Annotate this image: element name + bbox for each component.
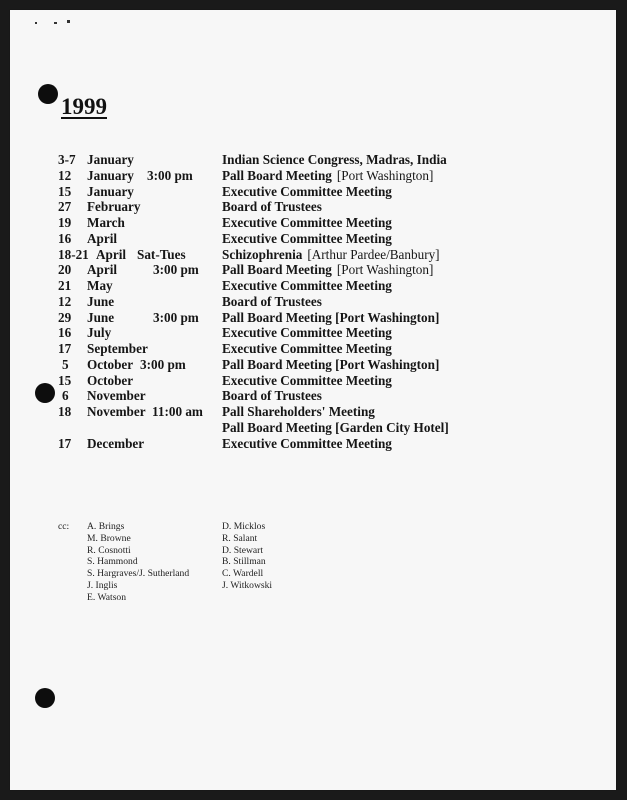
- schedule-event-title: Pall Board Meeting [Garden City Hotel]: [222, 419, 449, 435]
- schedule-month: July: [87, 325, 112, 341]
- cc-recipient: D. Stewart: [222, 544, 264, 556]
- punch-hole-bottom: [35, 688, 55, 708]
- schedule-location: [Port Washington]: [336, 262, 434, 278]
- schedule-time: 11:00 am: [152, 404, 203, 419]
- page-title: 1999: [61, 94, 107, 119]
- cc-recipient: B. Stillman: [222, 556, 266, 568]
- schedule-event-title: Executive Committee Meeting: [222, 341, 392, 356]
- schedule-event-title: Pall Board Meeting: [222, 262, 332, 278]
- schedule-day: 17: [58, 435, 72, 451]
- schedule-time: 3:00 pm: [153, 309, 199, 325]
- schedule-row: [10, 388, 610, 404]
- schedule-day: 20: [58, 262, 72, 278]
- schedule-row: [10, 341, 610, 357]
- schedule-row: [10, 168, 610, 184]
- schedule-row: [10, 247, 610, 263]
- schedule-day: 15: [58, 372, 72, 388]
- schedule-event-title: Pall Board Meeting [Port Washington]: [222, 309, 440, 325]
- schedule-event-title: Schizophrenia: [222, 246, 303, 262]
- schedule-month: December: [87, 435, 145, 451]
- schedule-row: [10, 184, 610, 200]
- schedule-event-title: Executive Committee Meeting: [222, 325, 392, 341]
- schedule-row: [10, 436, 610, 452]
- cc-recipient: A. Brings: [87, 521, 125, 532]
- schedule-event-title: Pall Board Meeting [Port Washington]: [222, 356, 440, 372]
- schedule-event: [222, 278, 392, 294]
- punch-hole-top: [38, 84, 58, 104]
- schedule-row: [10, 231, 610, 247]
- cc-recipient: S. Hargraves/J. Sutherland: [87, 568, 190, 580]
- cc-recipient: R. Salant: [222, 532, 258, 544]
- schedule-day: 3-7: [58, 152, 76, 167]
- schedule-event: [222, 357, 439, 373]
- schedule-month: April: [87, 262, 118, 278]
- schedule-event-title: Pall Board Meeting: [222, 167, 332, 183]
- schedule-event: [222, 310, 439, 326]
- cc-recipient: J. Witkowski: [222, 579, 273, 591]
- cc-column-1: [87, 521, 189, 604]
- schedule-row: [10, 420, 610, 436]
- schedule-time: 3:00 pm: [153, 262, 199, 278]
- schedule-event: [222, 231, 392, 247]
- schedule-month: October: [87, 372, 134, 388]
- schedule-event: [222, 215, 392, 231]
- schedule-event: [222, 436, 392, 452]
- schedule-row: [10, 310, 610, 326]
- schedule-row: [10, 373, 610, 389]
- schedule-month: February: [87, 199, 141, 215]
- schedule-event-title: Executive Committee Meeting: [222, 435, 392, 451]
- schedule-event-title: Pall Shareholders' Meeting: [222, 404, 375, 419]
- schedule-event: [222, 420, 449, 436]
- schedule-event-title: Executive Committee Meeting: [222, 278, 392, 293]
- schedule-row: [10, 278, 610, 294]
- schedule-day: 27: [58, 199, 72, 215]
- scan-mark: [67, 20, 70, 23]
- schedule-event-title: Board of Trustees: [222, 388, 322, 404]
- schedule-time: 3:00 pm: [140, 356, 186, 372]
- schedule-month: March: [87, 215, 125, 230]
- cc-label: cc:: [58, 521, 70, 532]
- schedule-event: [222, 168, 433, 184]
- schedule-day: 12: [58, 167, 72, 183]
- schedule-time: Sat-Tues: [137, 246, 186, 262]
- schedule-event: [222, 184, 392, 200]
- schedule-event-title: Executive Committee Meeting: [222, 230, 392, 246]
- schedule-row: [10, 199, 610, 215]
- schedule-day: 18: [58, 404, 72, 419]
- document-page: [10, 10, 616, 790]
- schedule-day: 5: [62, 356, 69, 372]
- schedule-row: [10, 152, 610, 168]
- schedule-day: 18-21: [58, 246, 89, 262]
- scan-mark: [35, 22, 37, 24]
- schedule-month: June: [87, 293, 115, 309]
- schedule-event-title: Executive Committee Meeting: [222, 215, 392, 230]
- schedule-month: June: [87, 309, 115, 325]
- schedule-day: 6: [62, 388, 69, 404]
- schedule-event: [222, 341, 392, 357]
- schedule-location: [Port Washington]: [336, 167, 434, 183]
- schedule-day: 16: [58, 230, 72, 246]
- schedule-event-title: Board of Trustees: [222, 293, 322, 309]
- cc-recipient: C. Wardell: [222, 568, 264, 580]
- schedule-event-title: Executive Committee Meeting: [222, 183, 392, 199]
- schedule-month: April: [96, 246, 127, 262]
- schedule-event: [222, 152, 447, 168]
- schedule-day: 17: [58, 341, 72, 356]
- cc-recipient: E. Watson: [87, 591, 127, 603]
- schedule-location: [Arthur Pardee/Banbury]: [307, 246, 440, 262]
- schedule-time: 3:00 pm: [147, 167, 193, 183]
- schedule-event-title: Indian Science Congress, Madras, India: [222, 152, 447, 167]
- schedule-event: [222, 325, 392, 341]
- schedule-day: 15: [58, 183, 72, 199]
- schedule-month: September: [87, 341, 148, 356]
- schedule-day: 29: [58, 309, 72, 325]
- schedule-month: November: [87, 404, 146, 419]
- schedule-day: 16: [58, 325, 72, 341]
- schedule-event: [222, 262, 433, 278]
- schedule-month: January: [87, 167, 134, 183]
- schedule-event: [222, 404, 375, 420]
- schedule-event: [222, 199, 322, 215]
- schedule-event-title: Executive Committee Meeting: [222, 372, 392, 388]
- schedule-row: [10, 357, 610, 373]
- schedule-day: 21: [58, 278, 72, 293]
- schedule-month: October: [87, 356, 134, 372]
- schedule-row: [10, 404, 610, 420]
- cc-recipient: D. Micklos: [222, 521, 266, 532]
- cc-recipient: S. Hammond: [87, 556, 138, 568]
- schedule-event: [222, 247, 440, 263]
- schedule-row: [10, 215, 610, 231]
- schedule-event: [222, 388, 322, 404]
- cc-recipient: R. Cosnotti: [87, 544, 131, 556]
- cc-column-2: [222, 521, 272, 592]
- schedule-month: January: [87, 183, 134, 199]
- schedule-day: 19: [58, 215, 72, 230]
- scan-mark: [54, 22, 57, 24]
- schedule-row: [10, 325, 610, 341]
- schedule-month: April: [87, 230, 118, 246]
- schedule-month: November: [87, 388, 146, 404]
- schedule-month: January: [87, 152, 134, 167]
- schedule-month: May: [87, 278, 113, 293]
- schedule-day: 12: [58, 293, 72, 309]
- schedule-event-title: Board of Trustees: [222, 199, 322, 215]
- schedule-row: [10, 294, 610, 310]
- schedule-row: [10, 262, 610, 278]
- schedule-event: [222, 294, 322, 310]
- cc-recipient: M. Browne: [87, 532, 131, 544]
- schedule-event: [222, 373, 392, 389]
- cc-recipient: J. Inglis: [87, 579, 118, 591]
